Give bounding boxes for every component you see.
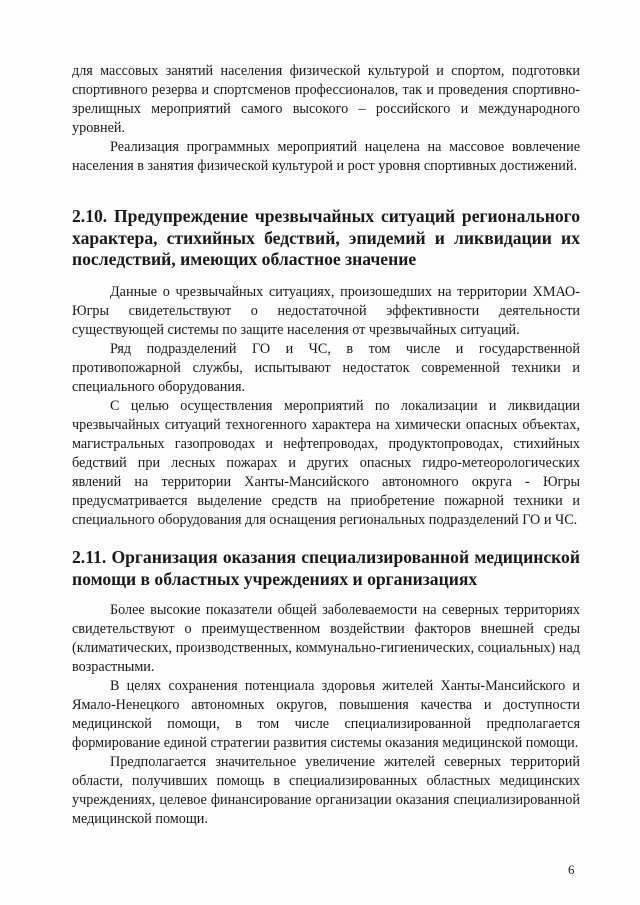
page-number: 6 bbox=[568, 862, 575, 877]
paragraph: Данные о чрезвычайных ситуациях, произошедших на территории ХМАО-Югры свидетельствуют о недостаточной эффективности деятельности существующей системы по защите населения от чрезвычайных ситуаций. bbox=[72, 284, 580, 338]
section-2-11-body bbox=[72, 601, 580, 829]
paragraph: С целью осуществления мероприятий по локализации и ликвидации чрезвычайных ситуаций техногенного характера на химически опасных объектах, магистральных газопроводах и нефтепроводах, продуктопроводах, стихийных бедствий при лесных пожарах и других опасных гидро-метеорологических явлений на территории Ханты-Мансийского автономного округа - Югры предусматривается выделение средств на приобретение пожарной техники и специального оборудования для оснащения региональных подразделений ГО и ЧС. bbox=[72, 398, 580, 528]
section-heading-2-11: 2.11. Организация оказания специализированной медицинской помощи в областных учреждениях и организациях bbox=[72, 547, 580, 589]
paragraph: В целях сохранения потенциала здоровья жителей Ханты-Мансийского и Ямало-Ненецкого автономных округов, повышения качества и доступности медицинской помощи, в том числе специализированной предполагается формирование единой стратегии развития системы оказания медицинской помощи. bbox=[72, 678, 580, 751]
section-heading-2-10: 2.10. Предупреждение чрезвычайных ситуаций регионального характера, стихийных бедствий, эпидемий и ликвидации их последствий, имеющих областное значение bbox=[72, 206, 580, 269]
paragraph: Реализация программных мероприятий нацелена на массовое вовлечение населения в занятия физической культурой и рост уровня спортивных достижений. bbox=[72, 139, 580, 174]
paragraph: Ряд подразделений ГО и ЧС, в том числе и государственной противопожарной службы, испытывают недостаток современной техники и специального оборудования. bbox=[72, 341, 580, 395]
paragraph: Предполагается значительное увеличение жителей северных территорий области, получивших помощь в специализированных областных медицинских учреждениях, целевое финансирование организации оказания специализированной медицинской помощи. bbox=[72, 754, 580, 827]
section-2-10-body bbox=[72, 283, 580, 530]
paragraph: для массовых занятий населения физической культурой и спортом, подготовки спортивного резерва и спортсменов профессионалов, так и проведения спортивно-зрелищных мероприятий самого высокого – российского и международного уровней. bbox=[72, 63, 580, 136]
intro-text bbox=[72, 62, 580, 176]
paragraph: Более высокие показатели общей заболеваемости на северных территориях свидетельствуют о преимущественном воздействии факторов внешней среды (климатических, производственных, коммунально-гигиенических, социальных) над возрастными. bbox=[72, 602, 580, 675]
